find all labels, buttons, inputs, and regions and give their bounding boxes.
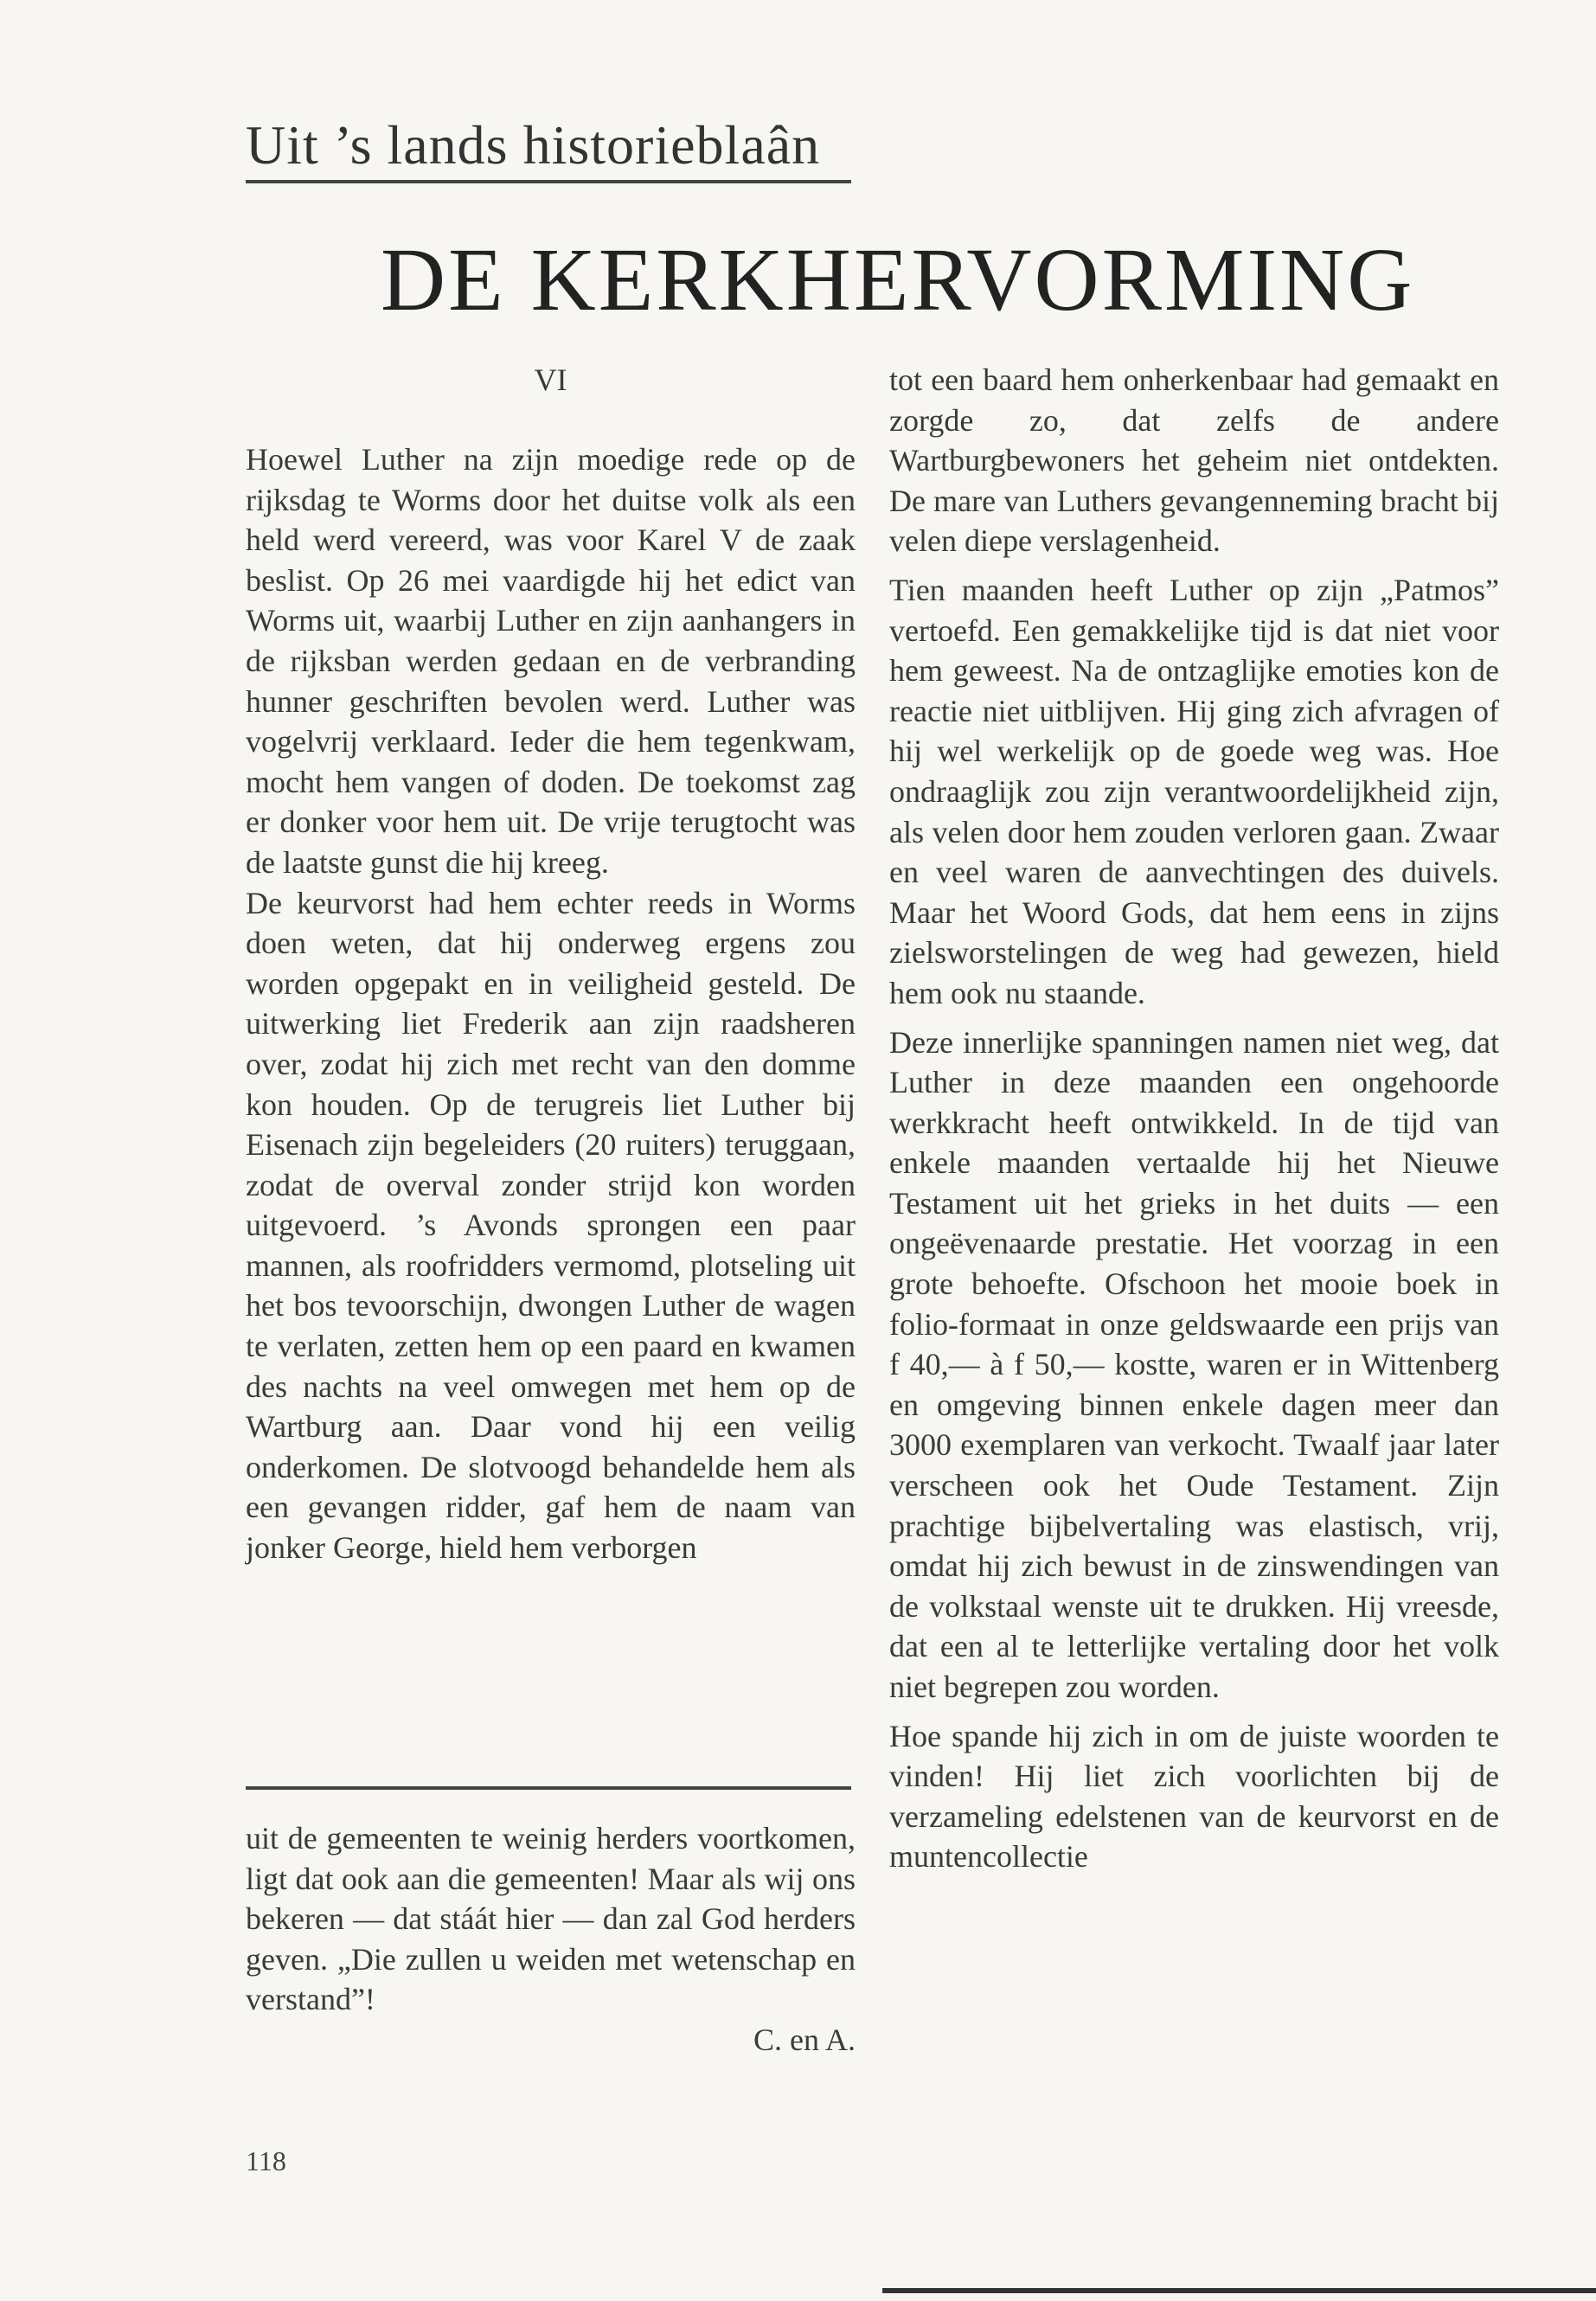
paragraph: Deze innerlijke spanningen namen niet weg, dat Luther in deze maanden een ongehoorde werkkracht heeft ontwikkeld. In de tijd van enkele maanden vertaalde hij het Nieuwe Testament uit het grieks in het duits — een ongeëvenaarde prestatie. Het voorzag in een grote behoefte. Ofschoon het mooie boek in folio-formaat in onze geldswaarde een prijs van f 40,— à f 50,— kostte, waren er in Wittenberg en omgeving binnen enkele dagen meer dan 3000 exemplaren van verkocht. Twaalf jaar later verscheen ook het Oude Testament. Zijn prachtige bijbelvertaling was elastisch, vrij, omdat hij zich bewust in de zinswendingen van de volkstaal wenste uit te drukken. Hij vreesde, dat een al te letterlijke vertaling door het volk niet begrepen zou worden.	[889, 1024, 1499, 1704]
paragraph: uit de gemeenten te weinig herders voortkomen, ligt dat ook aan die gemeenten! Maar als wij ons bekeren — dat stáát hier — dan zal God herders geven. „Die zullen u weiden met wetenschap en verstand”!	[246, 1821, 856, 2017]
left-column	[246, 360, 856, 1568]
header-rule	[246, 180, 851, 183]
paragraph: Hoewel Luther na zijn moedige rede op de rijksdag te Worms door het duitse volk als een held werd vereerd, was voor Karel V de zaak beslist. Op 26 mei vaardigde hij het edict van Worms uit, waarbij Luther en zijn aanhangers in de rijksban werden gedaan en de verbranding hunner geschriften bevolen werd. Luther was vogelvrij verklaard. Ieder die hem tegenkwam, mocht hem vangen of doden. De toekomst zag er donker voor hem uit. De vrije terugtocht was de laatste gunst die hij kreeg.	[246, 442, 856, 880]
previous-article-end	[246, 1818, 856, 2061]
chapter-number: VI	[534, 362, 567, 397]
right-column	[889, 360, 1499, 1886]
paragraph: De keurvorst had hem echter reeds in Worms doen weten, dat hij onderweg ergens zou worden opgepakt en in veiligheid gesteld. De uitwerking liet Frederik aan zijn raadsheren over, zodat hij zich met recht van den domme kon houden. Op de terugreis liet Luther bij Eisenach zijn begeleiders (20 ruiters) teruggaan, zodat de overval zonder strijd kon worden uitgevoerd. ’s Avonds sprongen een paar mannen, als roofridders vermomd, plotseling uit het bos tevoorschijn, dwongen Luther de wagen te verlaten, zetten hem op een paard en kwamen des nachts na veel omwegen met hem op de Wartburg aan. Daar vond hij een veilig onderkomen. De slotvoogd behandelde hem als een gevangen ridder, gaf hem de naam van jonker George, hield hem verborgen	[246, 885, 856, 1566]
paragraph: Tien maanden heeft Luther op zijn „Patmos” vertoefd. Een gemakkelijke tijd is dat niet voor hem geweest. Na de ontzaglijke emoties kon de reactie niet uitblijven. Hij ging zich afvragen of hij wel werkelijk op de goede weg was. Hoe ondraaglijk zou zijn verantwoordelijkheid zijn, als velen door hem zouden verloren gaan. Zwaar en veel waren de aanvechtingen des duivels. Maar het Woord Gods, dat hem eens in zijns zielsworstelingen de weg had gewezen, hield hem ook nu staande.	[889, 572, 1499, 1010]
paragraph: tot een baard hem onherkenbaar had gemaakt en zorgde zo, dat zelfs de andere Wartburgbewoners het geheim niet ontdekten. De mare van Luthers gevangenneming bracht bij velen diepe verslagenheid.	[889, 362, 1499, 559]
bottom-rule	[882, 2288, 1596, 2293]
signature: C. en A.	[753, 2022, 856, 2057]
column-divider-rule	[246, 1786, 851, 1790]
article-title: DE KERKHERVORMING	[381, 230, 1415, 330]
paragraph: Hoe spande hij zich in om de juiste woorden te vinden! Hij liet zich voorlichten bij de verzameling edelstenen van de keurvorst en de muntencollectie	[889, 1718, 1499, 1875]
page-number: 118	[246, 2145, 286, 2176]
section-header: Uit ’s lands historieblaân	[246, 114, 821, 176]
